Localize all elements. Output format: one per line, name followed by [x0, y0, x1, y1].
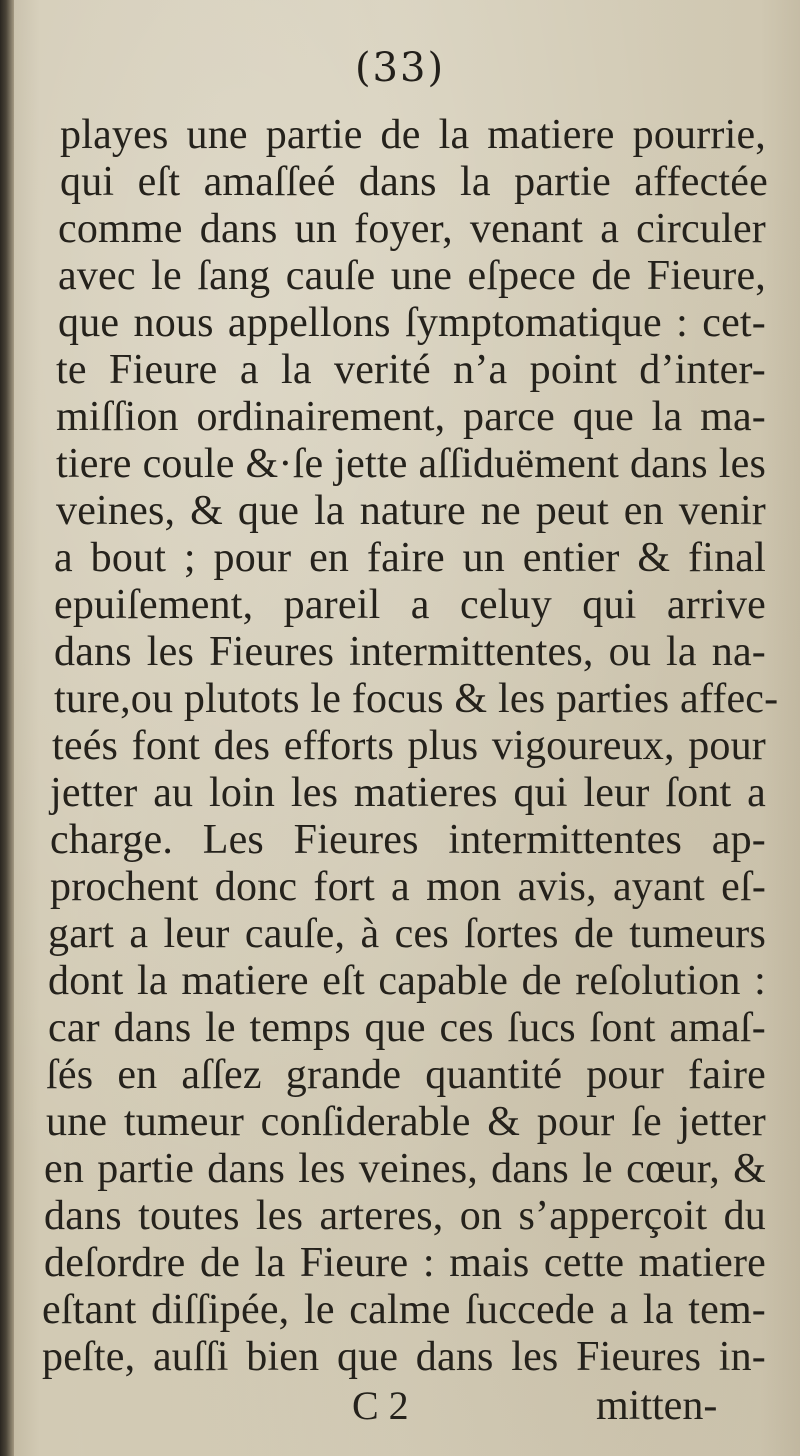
text-line: charge. Les Fieures intermittentes ap- — [50, 817, 766, 863]
text-line: gart a leur cauſe, à ces ſortes de tumeurs — [48, 911, 766, 957]
text-line: car dans le temps que ces ſucs ſont amaſ- — [48, 1005, 766, 1051]
text-line: te Fieure a la verité n’a point d’inter- — [56, 347, 766, 393]
text-line: jetter au loin les matieres qui leur ſont a — [50, 770, 766, 816]
text-line: teés font des efforts plus vigoureux, pour — [52, 723, 766, 769]
text-line: tiere coule &·ſe jette aſſiduëment dans les — [56, 441, 766, 487]
text-line: peſte, auſſi bien que dans les Fieures in- — [42, 1334, 766, 1380]
text-line: dans les Fieures intermittentes, ou la na- — [54, 629, 766, 675]
text-line: miſſion ordinairement, parce que la ma- — [56, 394, 766, 440]
text-line: playes une partie de la matiere pourrie, — [60, 112, 766, 158]
page-number: (33) — [354, 45, 446, 91]
text-line: dans toutes les arteres, on s’apperçoit du — [44, 1193, 766, 1239]
text-line: prochent donc fort a mon avis, ayant eſ- — [50, 864, 766, 910]
page-footer — [0, 1378, 800, 1434]
text-line: qui eſt amaſſeé dans la partie affectée — [60, 159, 768, 205]
catchword: mitten- — [596, 1383, 718, 1429]
text-line: dont la matiere eſt capable de reſolution : — [48, 958, 766, 1004]
text-line: eſtant diſſipée, le calme ſuccede a la tem- — [42, 1287, 766, 1333]
text-line: ſés en aſſez grande quantité pour faire — [46, 1052, 766, 1098]
binding-edge — [0, 0, 14, 1456]
text-line: veines, & que la nature ne peut en venir — [56, 488, 766, 534]
text-line: comme dans un foyer, venant a circuler — [58, 206, 766, 252]
text-line: a bout ; pour en faire un entier & final — [54, 535, 766, 581]
text-line: une tumeur conſiderable & pour ſe jetter — [46, 1099, 766, 1145]
text-line: epuiſement, pareil a celuy qui arrive — [54, 582, 766, 628]
text-line: ture,ou plutots le focus & les parties affec- — [54, 676, 779, 722]
text-line: en partie dans les veines, dans le cœur, & — [44, 1146, 766, 1192]
signature-mark: C 2 — [352, 1383, 409, 1428]
text-line: que nous appellons ſymptomatique : cet- — [58, 300, 766, 346]
text-line: avec le ſang cauſe une eſpece de Fieure, — [58, 253, 766, 299]
text-line: deſordre de la Fieure : mais cette matiere — [44, 1240, 766, 1286]
